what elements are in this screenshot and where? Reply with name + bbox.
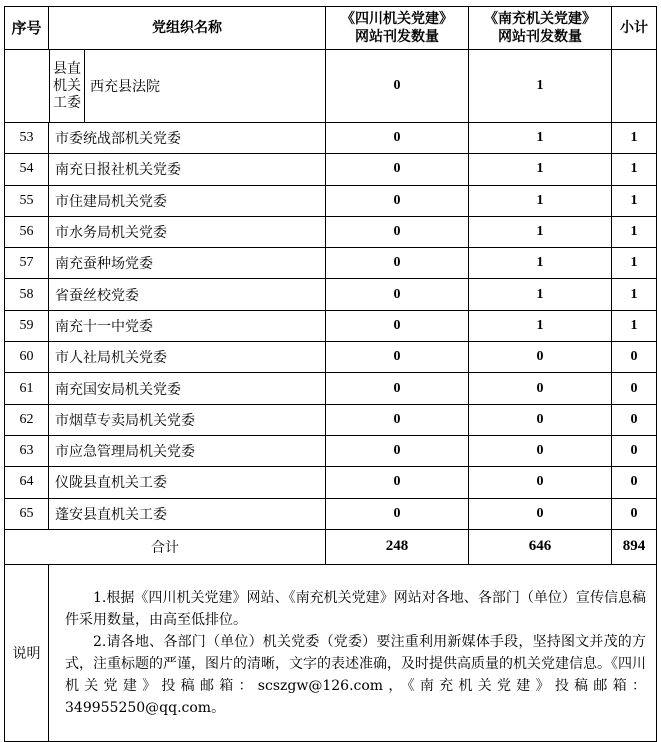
subtotal: 1 bbox=[612, 154, 657, 185]
subtotal: 1 bbox=[612, 248, 657, 279]
subtotal: 0 bbox=[612, 404, 657, 435]
row-seq: 64 bbox=[5, 467, 49, 498]
note-row bbox=[5, 564, 657, 741]
nanchong-count: 1 bbox=[469, 50, 612, 123]
group-subtable bbox=[5, 50, 325, 122]
row-seq: 65 bbox=[5, 498, 49, 529]
first-row-seq-cell bbox=[5, 50, 50, 122]
row-seq: 59 bbox=[5, 310, 49, 341]
row-seq: 57 bbox=[5, 248, 49, 279]
org-name: 南充国安局机关党委 bbox=[49, 373, 326, 404]
total-nanchong: 646 bbox=[469, 529, 612, 564]
table-row bbox=[5, 154, 657, 185]
header-row bbox=[5, 7, 657, 50]
row-seq: 55 bbox=[5, 185, 49, 216]
sichuan-count: 0 bbox=[326, 342, 469, 373]
row-seq: 63 bbox=[5, 435, 49, 466]
sichuan-count: 0 bbox=[326, 185, 469, 216]
subtotal: 0 bbox=[612, 467, 657, 498]
row-seq: 56 bbox=[5, 216, 49, 247]
table-row bbox=[5, 467, 657, 498]
subtotal: 0 bbox=[612, 342, 657, 373]
sichuan-count: 0 bbox=[326, 123, 469, 154]
row-seq: 60 bbox=[5, 342, 49, 373]
org-name: 市人社局机关党委 bbox=[49, 342, 326, 373]
subtotal: 0 bbox=[612, 435, 657, 466]
table-row bbox=[5, 123, 657, 154]
nanchong-count: 0 bbox=[469, 373, 612, 404]
org-name: 市委统战部机关党委 bbox=[49, 123, 326, 154]
org-name: 西充县法院 bbox=[90, 79, 160, 95]
note-paragraph-2: 2.请各地、各部门（单位）机关党委（党委）要注重利用新媒体手段，坚持图文并茂的方式，注重标题的严谨，图片的清晰，文字的表述准确，及时提供高质量的机关党建信息。《四川机关党建》投稿邮箱：scszgw@126.com，《南充机关党建》投稿邮箱：349955250@qq.com。 bbox=[65, 633, 646, 716]
row-seq: 54 bbox=[5, 154, 49, 185]
row-seq: 61 bbox=[5, 373, 49, 404]
sichuan-count: 0 bbox=[326, 373, 469, 404]
total-label: 合计 bbox=[5, 529, 326, 564]
org-name: 仪陇县直机关工委 bbox=[49, 467, 326, 498]
row-seq: 62 bbox=[5, 404, 49, 435]
subtotal: 1 bbox=[612, 123, 657, 154]
note-text bbox=[49, 564, 657, 741]
subtotal bbox=[612, 50, 657, 123]
subtotal: 1 bbox=[612, 216, 657, 247]
group-label: 县直机关工委 bbox=[50, 50, 85, 122]
nanchong-count: 0 bbox=[469, 342, 612, 373]
row-seq: 53 bbox=[5, 123, 49, 154]
header-nanchong-count bbox=[469, 7, 612, 50]
sichuan-count: 0 bbox=[326, 154, 469, 185]
table-row bbox=[5, 342, 657, 373]
org-name: 南充蚕种场党委 bbox=[49, 248, 326, 279]
org-name: 蓬安县直机关工委 bbox=[49, 498, 326, 529]
table-row bbox=[5, 279, 657, 310]
merged-org-cell bbox=[5, 50, 326, 123]
data-rows bbox=[5, 123, 657, 530]
total-sichuan: 248 bbox=[326, 529, 469, 564]
nanchong-count: 1 bbox=[469, 154, 612, 185]
nanchong-count: 0 bbox=[469, 498, 612, 529]
note-label: 说明 bbox=[5, 564, 49, 741]
sichuan-count: 0 bbox=[326, 498, 469, 529]
sichuan-count: 0 bbox=[326, 279, 469, 310]
org-name: 南充日报社机关党委 bbox=[49, 154, 326, 185]
sichuan-count: 0 bbox=[326, 216, 469, 247]
header-nanchong-line2: 网站刊发数量 bbox=[498, 29, 582, 45]
table-row bbox=[5, 498, 657, 529]
subtotal: 1 bbox=[612, 279, 657, 310]
table-row bbox=[5, 248, 657, 279]
table-row bbox=[5, 50, 657, 123]
nanchong-count: 0 bbox=[469, 404, 612, 435]
org-name: 市水务局机关党委 bbox=[49, 216, 326, 247]
table-row bbox=[5, 435, 657, 466]
header-sichuan-count bbox=[326, 7, 469, 50]
nanchong-count: 0 bbox=[469, 467, 612, 498]
ranking-table bbox=[4, 6, 657, 742]
sichuan-count: 0 bbox=[326, 467, 469, 498]
nanchong-count: 1 bbox=[469, 310, 612, 341]
total-row bbox=[5, 529, 657, 564]
table-row bbox=[5, 404, 657, 435]
nanchong-count: 1 bbox=[469, 279, 612, 310]
header-sichuan-line1: 《四川机关党建》 bbox=[341, 11, 453, 27]
subtotal: 0 bbox=[612, 373, 657, 404]
sichuan-count: 0 bbox=[326, 310, 469, 341]
table-row bbox=[5, 216, 657, 247]
sichuan-count: 0 bbox=[326, 435, 469, 466]
sichuan-count: 0 bbox=[326, 248, 469, 279]
total-subtotal: 894 bbox=[612, 529, 657, 564]
header-nanchong-line1: 《南充机关党建》 bbox=[484, 11, 596, 27]
nanchong-count: 1 bbox=[469, 123, 612, 154]
table-row bbox=[5, 310, 657, 341]
subtotal: 0 bbox=[612, 498, 657, 529]
sichuan-count: 0 bbox=[326, 404, 469, 435]
header-subtotal: 小计 bbox=[612, 7, 657, 50]
org-name: 市应急管理局机关党委 bbox=[49, 435, 326, 466]
org-name: 市住建局机关党委 bbox=[49, 185, 326, 216]
table-row bbox=[5, 373, 657, 404]
subtotal: 1 bbox=[612, 310, 657, 341]
nanchong-count: 1 bbox=[469, 216, 612, 247]
org-name: 省蚕丝校党委 bbox=[49, 279, 326, 310]
table-row bbox=[5, 185, 657, 216]
org-name: 市烟草专卖局机关党委 bbox=[49, 404, 326, 435]
header-org-name: 党组织名称 bbox=[49, 7, 326, 50]
org-name: 南充十一中党委 bbox=[49, 310, 326, 341]
nanchong-count: 1 bbox=[469, 185, 612, 216]
nanchong-count: 1 bbox=[469, 248, 612, 279]
subtotal: 1 bbox=[612, 185, 657, 216]
row-seq: 58 bbox=[5, 279, 49, 310]
sichuan-count: 0 bbox=[326, 50, 469, 123]
nanchong-count: 0 bbox=[469, 435, 612, 466]
header-seq: 序号 bbox=[5, 7, 49, 50]
note-paragraph-1: 1.根据《四川机关党建》网站、《南充机关党建》网站对各地、各部门（单位）宣传信息稿件采用数量，由高至低排位。 bbox=[65, 589, 646, 628]
header-sichuan-line2: 网站刊发数量 bbox=[355, 29, 439, 45]
